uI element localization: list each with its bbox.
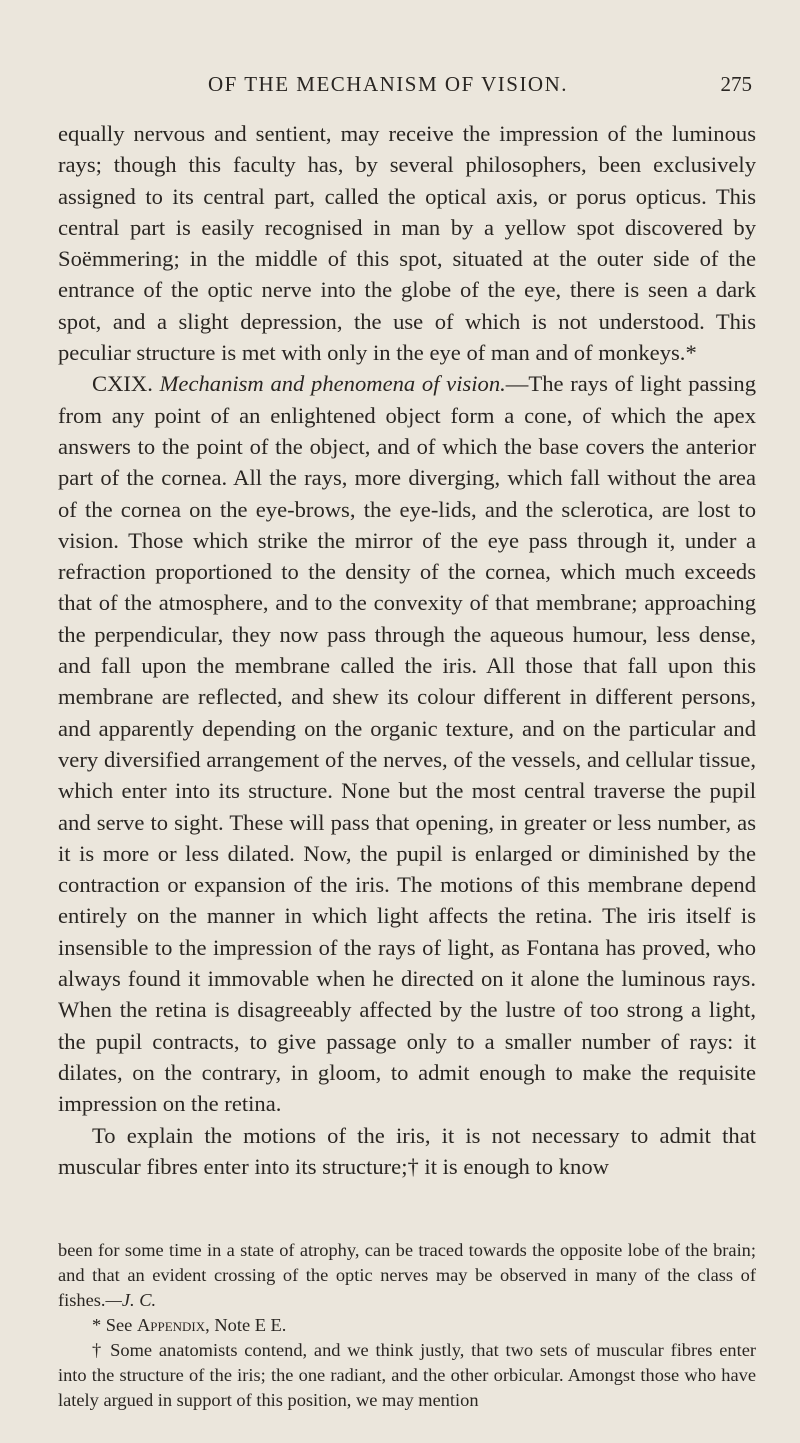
footnote-continued: been for some time in a state of atrophy, can be traced towards the opposite lobe of the brain; and that an evident crossing of the optic nerves may be observed in many of the class of fishes.—J. C. xyxy=(58,1240,756,1311)
running-title: OF THE MECHANISM OF VISION. xyxy=(208,72,569,96)
page-number: 275 xyxy=(720,72,752,96)
section-number: CXIX. xyxy=(92,371,153,397)
paragraph: equally nervous and sentient, may receive the impression of the luminous rays; though this faculty has, by several philosophers, been exclusively assigned to its central part, called the optical axis, or porus opticus. This central part is easily recognised in man by a yellow spot discovered by Soëmmering; in the middle of this spot, situated at the outer side of the entrance of the optic nerve into the globe of the eye, there is seen a dark spot, and a slight depression, the use of which is not understood. This peculiar structure is met with only in the eye of man and of monkeys.* xyxy=(58,121,756,366)
footnotes xyxy=(58,1238,756,1413)
footnote-signature: —J. C. xyxy=(105,1290,157,1311)
footnote-star: * See Appendix, Note E E. xyxy=(92,1315,287,1336)
running-header xyxy=(58,72,756,106)
section-heading: Mechanism and phenomena of vision. xyxy=(159,371,506,397)
paragraph-text: —The rays of light passing from any point of an enlightened object form a cone, of which the apex answers to the point of the object, and of which the base covers the anterior part of the cornea. All the rays, more diverging, which fall without the area of the cornea on the eye-brows, the eye-lids, and the sclerotica, are lost to vision. Those which strike the mirror of the eye pass through it, under a refraction proportioned to the density of the cornea, which much exceeds that of the atmosphere, and to the convexity of that membrane; approaching the perpendicular, they now pass through the aqueous humour, less dense, and fall upon the membrane called the iris. All those that fall upon this membrane are reflected, and shew its colour different in different persons, and apparently depending on the organic texture, and on the particular and very diversified arrangement of the nerves, of the vessels, and cellular tissue, which enter into its structure. None but the most central traverse the pupil and serve to sight. These will pass that opening, in greater or less number, as it is more or less dilated. Now, the pupil is enlarged or diminished by the contraction or expansion of the iris. The motions of this membrane depend entirely on the manner in which light affects the retina. The iris itself is insensible to the impression of the rays of light, as Fontana has proved, who always found it immovable when he directed on it alone the luminous rays. When the retina is disagreeably affected by the lustre of too strong a light, the pupil contracts, to give passage only to a smaller number of rays: it dilates, on the contrary, in gloom, to admit enough to make the requisite impression on the retina. xyxy=(58,371,756,1117)
paragraph: To explain the motions of the iris, it is not necessary to admit that muscular fibres enter into its structure;† it is enough to know xyxy=(58,1122,756,1179)
appendix-reference: Appendix xyxy=(136,1315,206,1336)
footnote-dagger: † Some anatomists contend, and we think justly, that two sets of muscular fibres enter into the structure of the iris; the one radiant, and the other orbicular. Amongst those who have lately argued in support of this position, we may mention xyxy=(58,1340,756,1411)
main-text xyxy=(58,118,756,1182)
paragraph xyxy=(58,368,756,1119)
